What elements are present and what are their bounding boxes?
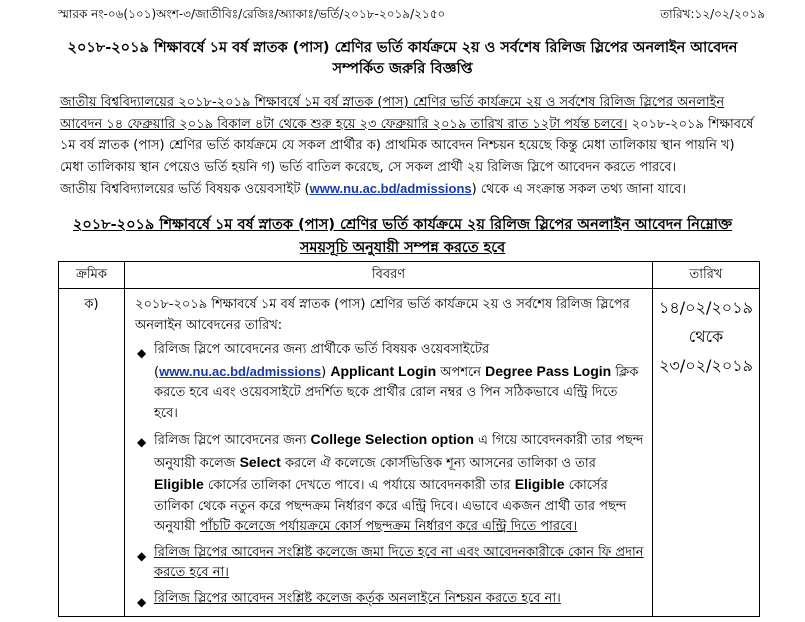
b2-t1: রিলিজ স্লিপে আবেদনের জন্য xyxy=(154,433,311,448)
header-date: তারিখ xyxy=(653,262,760,289)
list-item xyxy=(135,543,644,584)
schedule-title xyxy=(40,214,765,260)
row-description xyxy=(125,289,653,617)
row-serial: ক) xyxy=(59,289,125,617)
notice-body xyxy=(60,92,755,201)
schedule-title-line2: সময়সূচি অনুযায়ী সম্পন্ন করতে হবে xyxy=(299,240,506,256)
degree-pass-login-text: Degree Pass Login xyxy=(485,362,612,379)
college-selection-text: College Selection option xyxy=(310,431,474,447)
notice-text: ২০১৮-২০১৯ শিক্ষাবর্ষে ১ম বর্ষ স্নাতক (পাস) শ্রেণির ভর্তি কার্যক্রমে যে সকল প্রার্থীর ক) প্রাথমিক আবেদন নিশ্চয়ন হয়েছে কিন্তু মেধা তালিকায় স্থান পায়নি খ) মেধা তালিকায় স্থান পেয়েও ভর্তি হয়নি গ) ভর্তি বাতিল করেছে, সে সকল প্রার্থী ২য় রিলিজ স্লিপে আবেদন করতে পারবে। xyxy=(60,116,754,175)
table-row xyxy=(59,289,760,617)
b4-text: রিলিজ স্লিপের আবেদন সংশ্লিষ্ট কলেজ কর্তৃক অনলাইনে নিশ্চয়ন করতে হবে না। xyxy=(154,590,561,606)
list-item xyxy=(135,589,644,610)
b2-t2: এ গিয়ে আবেদনকারী তার পছন্দ অনুযায়ী কলেজ xyxy=(154,433,644,471)
b1-t1: রিলিজ স্লিপে আবেদনের জন্য প্রার্থীকে ভর্তি বিষয়ক ওয়েবসাইটের ( xyxy=(154,342,490,380)
admissions-link[interactable]: www.nu.ac.bd/admissions xyxy=(309,181,472,196)
diamond-bullet-icon: ◆ xyxy=(137,548,147,563)
eligible-text: Eligible xyxy=(154,476,204,492)
header-description: বিবরণ xyxy=(125,262,653,289)
b2-t4: কোর্সের তালিকা দেখতে পাবে। এ পর্যায়ে আবেদনকারী তার xyxy=(203,478,515,493)
row-date xyxy=(653,289,760,617)
notice-title-line1: ২০১৮-২০১৯ শিক্ষাবর্ষে ১ম বর্ষ স্নাতক (পাস) শ্রেণির ভর্তি কার্যক্রমে ২য় ও সর্বশেষ রিলিজ স্লিপের অনলাইন আবেদন xyxy=(67,40,738,56)
table-header-row xyxy=(59,262,760,289)
website-line-pre: জাতীয় বিশ্ববিদ্যালয়ের ভর্তি বিষয়ক ওয়েবসাইট ( xyxy=(60,182,310,197)
b2-t3: করলে ঐ কলেজে কোর্সভিত্তিক শূন্য আসনের তালিকা ও তার xyxy=(280,455,596,471)
admissions-link[interactable]: www.nu.ac.bd/admissions xyxy=(159,363,322,379)
memo-date: তারিখ:১২/০২/২০১৯ xyxy=(660,7,765,21)
list-item xyxy=(135,429,644,538)
header-serial: ক্রমিক xyxy=(59,262,125,289)
diamond-bullet-icon: ◆ xyxy=(137,346,147,360)
date-separator: থেকে xyxy=(688,327,724,346)
website-line-post: ) থেকে এ সংক্রান্ত সকল তথ্য জানা যাবে। xyxy=(471,182,686,197)
notice-underlined-text: জাতীয় বিশ্ববিদ্যালয়ের ২০১৮-২০১৯ শিক্ষাবর্ষে ১ম বর্ষ স্নাতক (পাস) শ্রেণির ভর্তি কার্যক্রমে ২য় ও সর্বশেষ রিলিজ স্লিপের অনলাইন আবেদন ১৪ ফেব্রুয়ারি ২০১৯ বিকাল ৪টা থেকে শুরু হয়ে ২৩ ফেব্রুয়ারি ২০১৯ তারিখ রাত ১২টা পর্যন্ত চলবে। xyxy=(60,95,725,132)
notice-paragraph xyxy=(60,92,755,178)
select-text: Select xyxy=(239,453,281,470)
schedule-table xyxy=(58,261,760,617)
b1-t3: অপশনে xyxy=(436,364,486,380)
notice-website-line xyxy=(60,178,755,201)
b2-underlined: পাঁচটি কলেজে পর্যায়ক্রমে কোর্স পছন্দক্রম নির্ধারণ করে এন্ট্রি দিতে পারবে। xyxy=(199,519,578,534)
notice-title xyxy=(40,38,765,80)
eligible-text: Eligible xyxy=(514,476,565,492)
memo-reference: স্মারক নং-০৬(১০১)অংশ-৩/জাতীবিঃ/রেজিঃ/অ্যাকাঃ/ভর্তি/২০১৮-২০১৯/২১৫০ xyxy=(58,7,446,21)
date-from: ১৪/০২/২০১৯ xyxy=(659,298,753,317)
list-item xyxy=(135,340,644,424)
notice-title-line2: সম্পর্কিত জরুরি বিজ্ঞপ্তি xyxy=(332,61,473,77)
instruction-list xyxy=(135,340,644,609)
date-to: ২৩/০২/২০১৯ xyxy=(659,356,753,375)
b1-t2: ) xyxy=(321,364,331,380)
b3-text: রিলিজ স্লিপের আবেদন সংশ্লিষ্ট কলেজে জমা দিতে হবে না এবং আবেদনকারীকে কোন ফি প্রদান করতে হবে না। xyxy=(154,544,644,580)
b2-t5: কোর্সের তালিকা থেকে নতুন করে পছন্দক্রম নির্ধারণ করে এন্ট্রি দিবে। এভাবে একজন প্রার্থী তার পছন্দ অনুযায়ী xyxy=(154,478,627,534)
diamond-bullet-icon: ◆ xyxy=(137,594,147,609)
b1-t4: ক্লিক করতে হবে এবং ওয়েবসাইটে প্রদর্শিত ছকে প্রার্থীর রোল নম্বর ও পিন সঠিকভাবে এন্ট্রি দিতে হবে। xyxy=(154,364,639,421)
row-intro: ২০১৮-২০১৯ শিক্ষাবর্ষে ১ম বর্ষ স্নাতক (পাস) শ্রেণির ভর্তি কার্যক্রমে ২য় ও সর্বশেষ রিলিজ স্লিপের অনলাইন আবেদনের তারিখ: xyxy=(135,297,630,333)
schedule-title-line1: ২০১৮-২০১৯ শিক্ষাবর্ষে ১ম বর্ষ স্নাতক (পাস) শ্রেণির ভর্তি কার্যক্রমে ২য় রিলিজ স্লিপের অনলাইন আবেদন নিম্নোক্ত xyxy=(72,217,733,233)
applicant-login-text: Applicant Login xyxy=(330,362,437,379)
diamond-bullet-icon: ◆ xyxy=(137,435,147,449)
